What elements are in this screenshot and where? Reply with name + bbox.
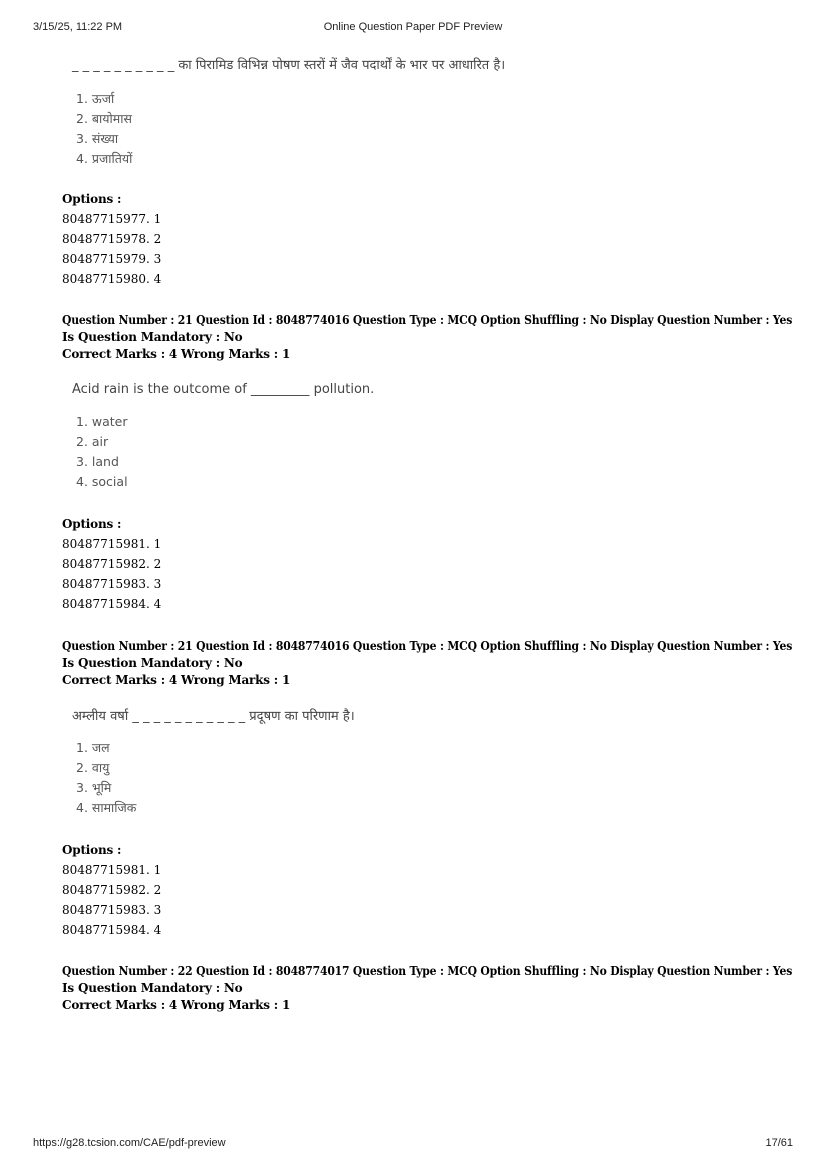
question-option: 3. भूमि xyxy=(76,780,112,795)
question-mandatory-line: Is Question Mandatory : No xyxy=(62,656,243,670)
question-mandatory-line: Is Question Mandatory : No xyxy=(62,981,243,995)
question-marks-line: Correct Marks : 4 Wrong Marks : 1 xyxy=(62,673,291,687)
print-datetime: 3/15/25, 11:22 PM xyxy=(33,21,123,33)
option-id-line: 80487715983. 3 xyxy=(62,577,162,591)
question-marks-line: Correct Marks : 4 Wrong Marks : 1 xyxy=(62,347,291,361)
options-label: Options : xyxy=(62,192,122,206)
options-label: Options : xyxy=(62,517,122,531)
question-meta xyxy=(62,312,792,363)
question-marks-line: Correct Marks : 4 Wrong Marks : 1 xyxy=(62,998,291,1012)
question-option: 4. सामाजिक xyxy=(76,800,137,815)
question-meta-line: Question Number : 22 Question Id : 8048774017 Question Type : MCQ Option Shuffling : No Display Question Number : Yes xyxy=(62,964,793,978)
question-text: अम्लीय वर्षा _ _ _ _ _ _ _ _ _ _ _ प्रदूषण का परिणाम है। xyxy=(72,709,355,724)
question-option: 2. air xyxy=(76,434,109,449)
question-option: 4. प्रजातियों xyxy=(76,151,133,166)
question-option: 2. वायु xyxy=(76,760,110,775)
question-option: 4. social xyxy=(76,474,128,489)
option-id-line: 80487715980. 4 xyxy=(62,272,162,286)
question-option: 1. ऊर्जा xyxy=(76,91,115,106)
option-id-line: 80487715984. 4 xyxy=(62,597,162,611)
option-id-line: 80487715978. 2 xyxy=(62,232,162,246)
page-title: Online Question Paper PDF Preview xyxy=(323,21,503,33)
question-option: 3. संख्या xyxy=(76,131,119,146)
question-option: 1. water xyxy=(76,414,128,429)
question-meta xyxy=(62,638,792,689)
options-list xyxy=(62,189,161,289)
question-option: 2. बायोमास xyxy=(76,111,132,126)
question-text: Acid rain is the outcome of _________ pollution. xyxy=(72,382,375,397)
option-id-line: 80487715981. 1 xyxy=(62,537,162,551)
option-id-line: 80487715982. 2 xyxy=(62,557,162,571)
option-id-line: 80487715982. 2 xyxy=(62,883,162,897)
option-id-line: 80487715981. 1 xyxy=(62,863,162,877)
question-mandatory-line: Is Question Mandatory : No xyxy=(62,330,243,344)
option-id-line: 80487715977. 1 xyxy=(62,212,162,226)
page-url: https://g28.tcsion.com/CAE/pdf-preview xyxy=(33,1137,226,1149)
option-id-line: 80487715983. 3 xyxy=(62,903,162,917)
options-list xyxy=(62,514,161,614)
question-meta xyxy=(62,963,792,1014)
question-meta-line: Question Number : 21 Question Id : 8048774016 Question Type : MCQ Option Shuffling : No Display Question Number : Yes xyxy=(62,313,793,327)
question-option: 1. जल xyxy=(76,740,110,755)
question-text: _ _ _ _ _ _ _ _ _ _ का पिरामिड विभिन्न पोषण स्तरों में जैव पदार्थों के भार पर आधारित है। xyxy=(72,58,506,73)
page-number: 17/61 xyxy=(765,1137,793,1149)
option-id-line: 80487715984. 4 xyxy=(62,923,162,937)
options-list xyxy=(62,840,161,940)
question-meta-line: Question Number : 21 Question Id : 8048774016 Question Type : MCQ Option Shuffling : No Display Question Number : Yes xyxy=(62,639,793,653)
option-id-line: 80487715979. 3 xyxy=(62,252,162,266)
question-option: 3. land xyxy=(76,454,119,469)
options-label: Options : xyxy=(62,843,122,857)
